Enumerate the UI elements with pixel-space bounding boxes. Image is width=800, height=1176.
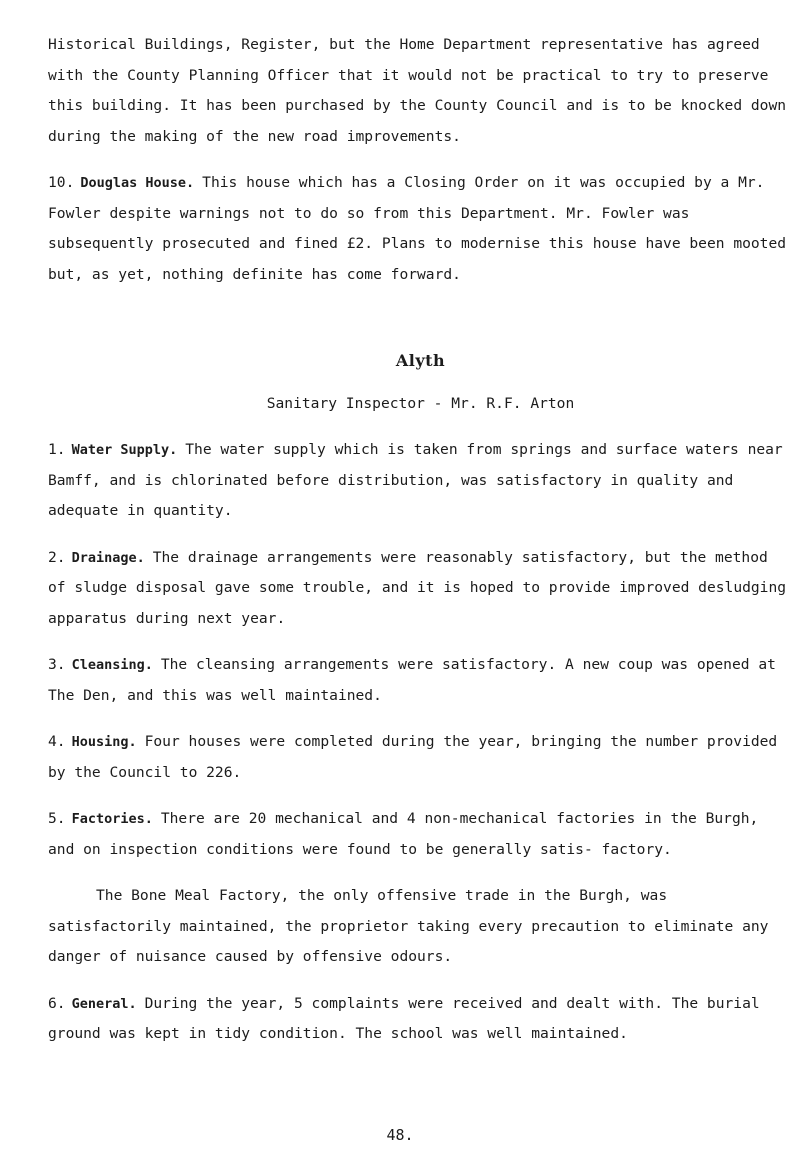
document-page xyxy=(48,30,793,1050)
item-10-number: 10. xyxy=(48,174,75,191)
item-5-title: Factories. xyxy=(71,811,153,827)
item-4-paragraph xyxy=(48,727,793,788)
item-3-title: Cleansing. xyxy=(71,657,153,673)
item-2-title: Drainage. xyxy=(71,549,145,566)
item-6-number: 6. xyxy=(48,994,66,1012)
item-5-number: 5. xyxy=(48,810,66,827)
item-3-text: The cleansing arrangements were satisfactory. A new coup was opened at The Den, and this was well maintained. xyxy=(48,656,776,704)
section-subheading: Sanitary Inspector - Mr. R.F. Arton xyxy=(266,394,575,412)
item-3-paragraph xyxy=(48,650,793,711)
page-number: 48. xyxy=(386,1126,414,1144)
item-1-number: 1. xyxy=(48,441,66,458)
item-5-paragraph xyxy=(48,804,793,865)
item-4-number: 4. xyxy=(48,733,66,750)
item-2-text: The drainage arrangements were reasonably satisfactory, but the method of sludge disposal gave some trouble, and it is hoped to provide improved desludging apparatus during next year. xyxy=(48,548,787,627)
intro-paragraph: Historical Buildings, Register, but the Home Department representative has agreed with the County Planning Officer that it would not be practical to try to preserve this building. It has been purchased by the County Council and is to be knocked down during the making of the new road improvements. xyxy=(48,36,787,145)
item-10-paragraph xyxy=(48,168,793,290)
factories-continuation xyxy=(48,881,793,973)
item-10-text: This house which has a Closing Order on it was occupied by a Mr. Fowler despite warnings not to do so from this Department. Mr. Fowler was subsequently prosecuted and fined £2. Plans to modernise this house have been mooted but, as yet, nothing definite has come forward. xyxy=(48,174,787,283)
item-6-paragraph xyxy=(48,989,793,1050)
section-heading: Alyth xyxy=(395,351,446,370)
item-10-title: Douglas House. xyxy=(80,175,195,191)
item-4-title: Housing. xyxy=(71,734,137,750)
item-1-title: Water Supply. xyxy=(71,442,178,458)
item-3-number: 3. xyxy=(48,656,66,673)
item-2-paragraph xyxy=(48,543,793,635)
item-6-text: During the year, 5 complaints were received and dealt with. The burial ground was kept in tidy condition. The school was well maintained. xyxy=(48,994,760,1042)
item-6-title: General. xyxy=(71,995,137,1012)
item-5-text: There are 20 mechanical and 4 non-mechanical factories in the Burgh, and on inspection conditions were found to be generally satis- factory. xyxy=(48,810,759,858)
item-2-number: 2. xyxy=(48,548,66,566)
factories-continuation-text: The Bone Meal Factory, the only offensive trade in the Burgh, was satisfactorily maintained, the proprietor taking every precaution to eliminate any danger of nuisance caused by offensive odours. xyxy=(48,887,769,965)
item-4-text: Four houses were completed during the year, bringing the number provided by the Council to 226. xyxy=(48,733,778,781)
item-1-paragraph xyxy=(48,435,793,527)
item-1-text: The water supply which is taken from springs and surface waters near Bamff, and is chlorinated before distribution, was satisfactory in quality and adequate in quantity. xyxy=(48,441,783,519)
